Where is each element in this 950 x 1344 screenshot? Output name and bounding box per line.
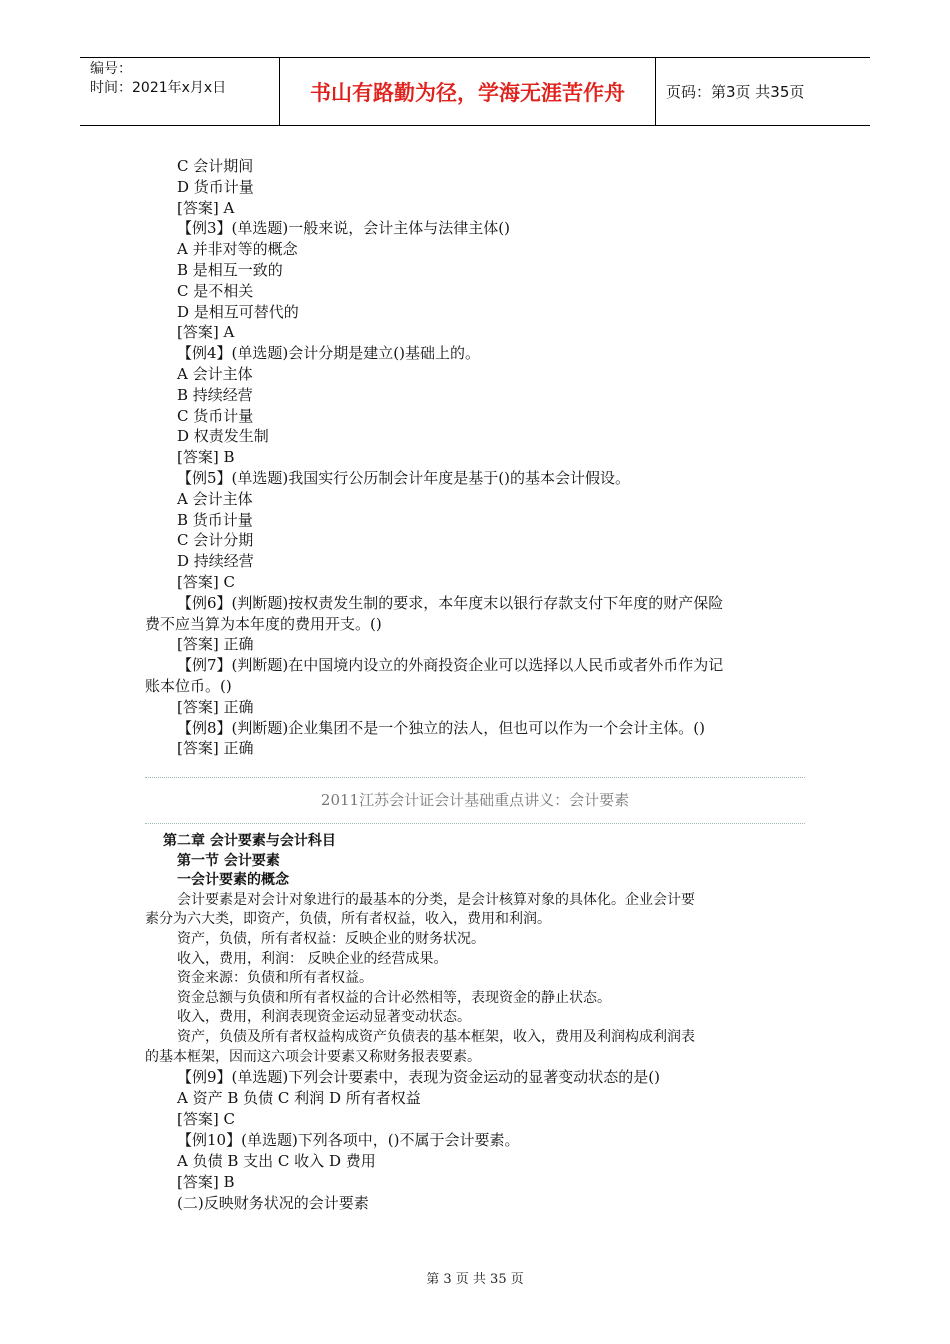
question-line: A 会计主体 [177,364,253,383]
doc-time-label: 时间：2021年x月x日 [90,80,227,96]
question-line: B 是相互一致的 [177,260,283,279]
q8-line1: 【例8】(判断题)企业集团不是一个独立的法人，但也可以作为一个会计主体。() [177,718,705,737]
q10-question: 【例10】(单选题)下列各项中，()不属于会计要素。 [177,1131,520,1150]
question-line: [答案] A [177,198,235,217]
document-body-section [145,832,805,1214]
subsection-title: 一会计要素的概念 [177,872,289,889]
question-line: A 会计主体 [177,489,253,508]
section-title: 第一节 会计要素 [177,852,280,869]
para4: 资金来源：负债和所有者权益。 [177,970,373,987]
q7-answer: [答案] 正确 [177,697,254,716]
divider-bottom [145,823,805,824]
para5: 资金总额与负债和所有者权益的合计必然相等，表现资金的静止状态。 [177,989,611,1006]
para2: 资产，负债，所有者权益：反映企业的财务状况。 [177,930,485,947]
question-line: [答案] A [177,323,235,342]
doc-id-label: 编号： [90,61,132,77]
q9-options: A 资产 B 负债 C 利润 D 所有者权益 [177,1089,421,1108]
para1-line2: 素分为六大类，即资产，负债，所有者权益，收入，费用和利润。 [145,911,551,928]
question-line: C 会计分期 [177,531,254,550]
document-body-top [145,156,805,824]
question-line: C 是不相关 [177,281,254,300]
question-line: 【例5】(单选题)我国实行公历制会计年度是基于()的基本会计假设。 [177,468,630,487]
question-line: D 货币计量 [177,177,254,196]
question-line: C 货币计量 [177,406,254,425]
header-meta [80,58,280,125]
question-line: C 会计期间 [177,157,254,175]
question-line: D 权责发生制 [177,427,269,446]
question-line: [答案] C [177,572,235,591]
question-line: B 货币计量 [177,510,253,529]
question-line: 【例3】(单选题)一般来说，会计主体与法律主体() [177,219,510,238]
q6-line1: 【例6】(判断题)按权责发生制的要求，本年度末以银行存款支付下年度的财产保险 [177,593,724,612]
header-motto: 书山有路勤为径，学海无涯苦作舟 [280,58,656,125]
para7-line2: 的基本框架，因而这六项会计要素又称财务报表要素。 [145,1048,481,1065]
section-banner: 2011江苏会计证会计基础重点讲义：会计要素 [320,791,630,810]
para1-line1: 会计要素是对会计对象进行的最基本的分类，是会计核算对象的具体化。企业会计要 [177,891,695,908]
header-page-info: 页码：第3页 共35页 [666,83,805,101]
question-line: [答案] B [177,448,235,467]
para3: 收入，费用，利润： 反映企业的经营成果。 [177,950,448,967]
q8-answer: [答案] 正确 [177,739,254,758]
para7-line1: 资产，负债及所有者权益构成资产负债表的基本框架，收入，费用及利润构成利润表 [177,1028,695,1045]
q7-line2: 账本位币。() [145,676,232,695]
q10-answer: [答案] B [177,1173,235,1192]
question-line: D 持续经营 [177,552,254,571]
q6-answer: [答案] 正确 [177,635,254,654]
q9-answer: [答案] C [177,1110,235,1129]
question-line: 【例4】(单选题)会计分期是建立()基础上的。 [177,344,480,363]
page-header [80,57,870,126]
subsection-financial-position: (二)反映财务状况的会计要素 [177,1194,369,1213]
question-list [145,156,805,593]
question-line: D 是相互可替代的 [177,302,299,321]
q7-line1: 【例7】(判断题)在中国境内设立的外商投资企业可以选择以人民币或者外币作为记 [177,656,724,675]
para6: 收入，费用，利润表现资金运动显著变动状态。 [177,1009,471,1026]
q6-line2: 费不应当算为本年度的费用开支。() [145,614,382,633]
q9-question: 【例9】(单选题)下列会计要素中，表现为资金运动的显著变动状态的是() [177,1068,660,1087]
q10-options: A 负债 B 支出 C 收入 D 费用 [177,1152,376,1171]
question-line: B 持续经营 [177,385,253,404]
page-footer: 第 3 页 共 35 页 [426,1272,524,1287]
divider-top [145,777,805,778]
chapter-title: 第二章 会计要素与会计科目 [163,833,336,849]
question-line: A 并非对等的概念 [177,240,298,259]
